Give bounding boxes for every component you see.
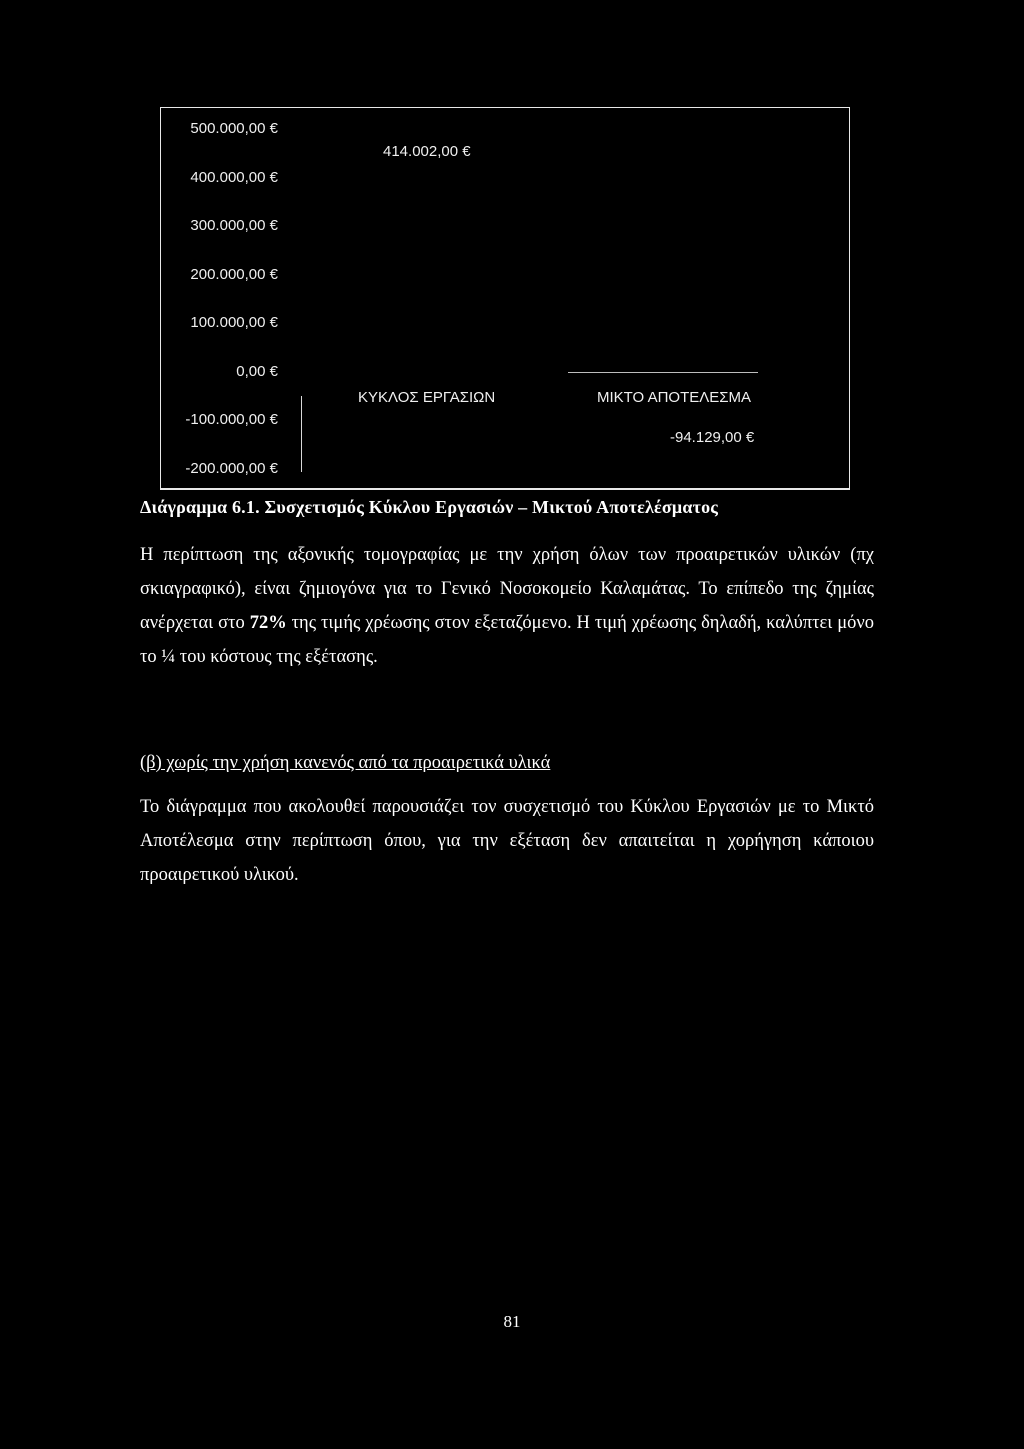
paragraph-results: [140, 538, 874, 674]
category-label-kyklos-ergasion: ΚΥΚΛΟΣ ΕΡΓΑΣΙΩΝ: [358, 389, 496, 406]
y-tick-label: 0,00 €: [236, 362, 278, 380]
paragraph-results-text-b: της τιμής χρέωσης στον εξεταζόμενο. Η τιμή χρέωσης δηλαδή, καλύπτει μόνο το ¼ του κόστους της εξέτασης.: [140, 613, 874, 667]
loss-percentage: 72%: [249, 613, 287, 633]
y-tick-label: 300.000,00 €: [190, 217, 278, 234]
page-number: 81: [503, 1312, 521, 1331]
bar-label-mikto-apotelesma: -94.129,00 €: [670, 429, 755, 446]
y-tick-label: 100.000,00 €: [190, 314, 278, 331]
y-tick-label: 400.000,00 €: [190, 168, 278, 186]
bar-label-kyklos-ergasion: 414.002,00 €: [383, 143, 471, 160]
category-label-mikto-apotelesma: ΜΙΚΤΟ ΑΠΟΤΕΛΕΣΜΑ: [597, 389, 752, 406]
y-axis-line: [301, 396, 302, 472]
section-heading: (β) χωρίς την χρήση κανενός από τα προαιρετικά υλικά: [140, 753, 551, 773]
figure-caption: Διάγραμμα 6.1. Συσχετισμός Κύκλου Εργασιών – Μικτού Αποτελέσματος: [140, 497, 719, 517]
y-tick-label: -100.000,00 €: [185, 411, 278, 428]
chart-frame: [160, 107, 850, 490]
y-tick-label: 500.000,00 €: [190, 120, 278, 137]
y-tick-label: 200.000,00 €: [190, 265, 278, 283]
y-tick-label: -200.000,00 €: [185, 459, 278, 477]
paragraph-results-text-a: Η περίπτωση της αξονικής τομογραφίας με την χρήση όλων των προαιρετικών υλικών (πχ σκιαγραφικό), είναι ζημιογόνα για το Γενικό Νοσοκομείο Καλαμάτας. Το επίπεδο της ζημίας ανέρχεται στο: [140, 545, 874, 633]
zero-baseline: [568, 372, 758, 373]
paragraph-intro: Το διάγραμμα που ακολουθεί παρουσιάζει τον συσχετισμό του Κύκλου Εργασιών με το Μικτό Αποτέλεσμα στην περίπτωση όπου, για την εξέταση δεν απαιτείται η χορήγηση κάποιου προαιρετικού υλικού.: [140, 797, 874, 885]
